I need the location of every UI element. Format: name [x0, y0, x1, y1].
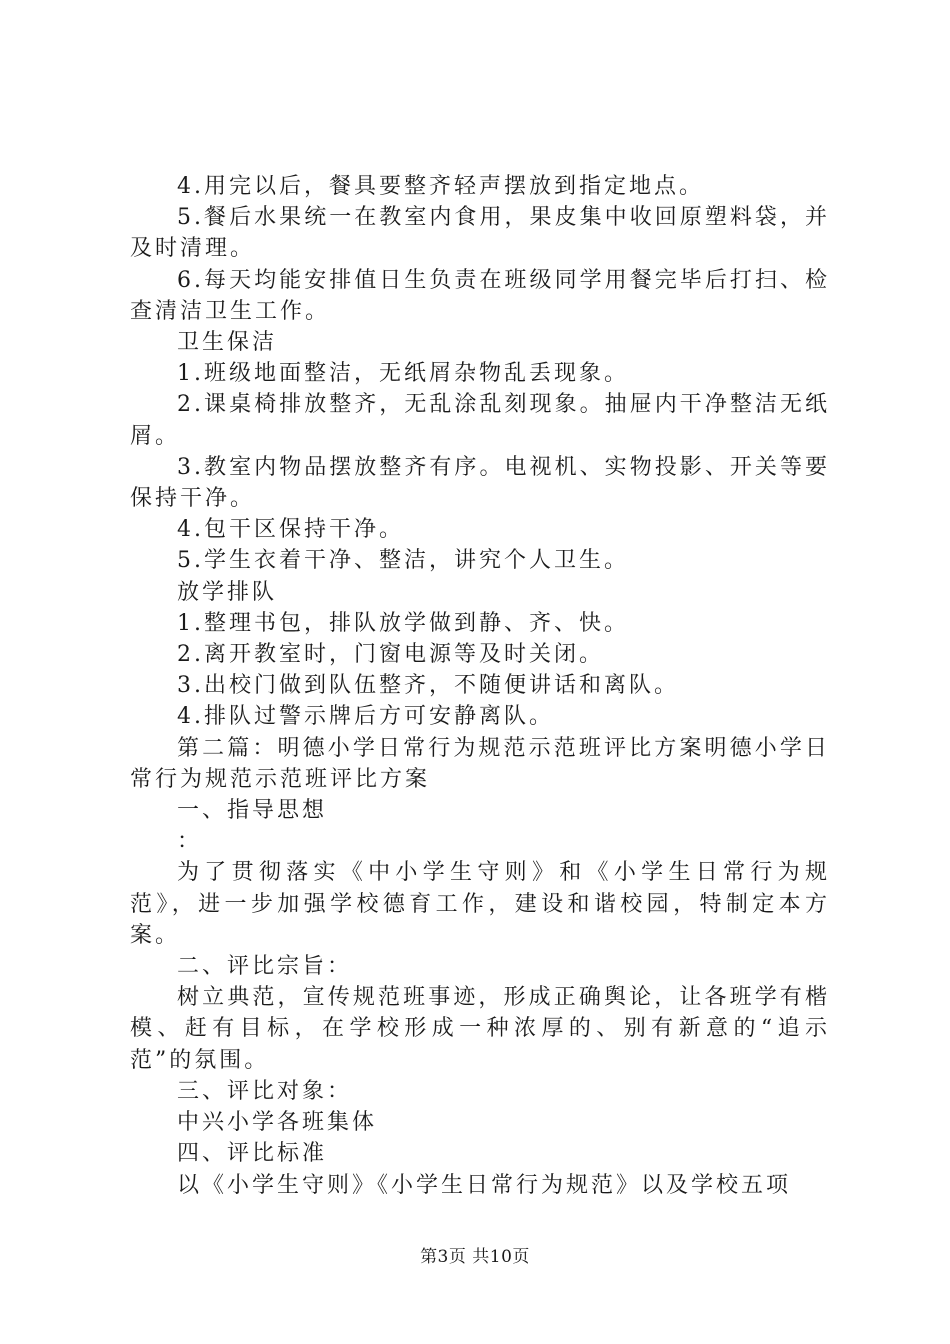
paragraph: 1.班级地面整洁，无纸屑杂物乱丢现象。 [177, 361, 629, 387]
paragraph: 3.出校门做到队伍整齐，不随便讲话和离队。 [177, 673, 679, 699]
section-heading: 一、指导思想 [177, 798, 328, 824]
paragraph: 2.课桌椅排放整齐，无乱涂乱刻现象。抽屉内干净整洁无纸屑。 [130, 392, 830, 449]
paragraph: 5.学生衣着干净、整洁，讲究个人卫生。 [177, 548, 629, 574]
section-heading: 三、评比对象： [177, 1078, 353, 1104]
paragraph: 3.教室内物品摆放整齐有序。电视机、实物投影、开关等要保持干净。 [130, 454, 830, 512]
chapter-title: 第二篇：明德小学日常行为规范示范班评比方案明德小学日常行为规范示范班评比方案 [130, 735, 830, 792]
paragraph: 6.每天均能安排值日生负责在班级同学用餐完毕后打扫、检查清洁卫生工作。 [130, 267, 830, 324]
section-heading: 二、评比宗旨： [177, 954, 353, 980]
paragraph: 4.排队过警示牌后方可安静离队。 [177, 704, 554, 730]
document-body [130, 171, 830, 1201]
paragraph: 以《小学生守则》《小学生日常行为规范》以及学校五项 [177, 1172, 792, 1198]
page-number: 第3页 共10页 [420, 1247, 530, 1267]
paragraph: 4.包干区保持干净。 [177, 517, 404, 543]
paragraph: 中兴小学各班集体 [177, 1110, 378, 1136]
paragraph: 2.离开教室时，门窗电源等及时关闭。 [177, 642, 604, 668]
paragraph: 1.整理书包，排队放学做到静、齐、快。 [177, 610, 629, 636]
section-heading: 四、评比标准 [177, 1141, 328, 1167]
paragraph: ： [177, 829, 203, 855]
paragraph: 为了贯彻落实《中小学生守则》和《小学生日常行为规范》，进一步加强学校德育工作，建设和谐校园，特制定本方案。 [130, 860, 830, 948]
paragraph: 树立典范，宣传规范班事迹，形成正确舆论，让各班学有楷模、赶有目标，在学校形成一种浓厚的、别有新意的“追示范”的氛围。 [130, 985, 830, 1073]
section-heading: 放学排队 [177, 579, 278, 605]
section-heading: 卫生保洁 [177, 330, 278, 356]
paragraph: 4.用完以后，餐具要整齐轻声摆放到指定地点。 [177, 174, 704, 199]
paragraph: 5.餐后水果统一在教室内食用，果皮集中收回原塑料袋，并及时清理。 [130, 205, 830, 262]
